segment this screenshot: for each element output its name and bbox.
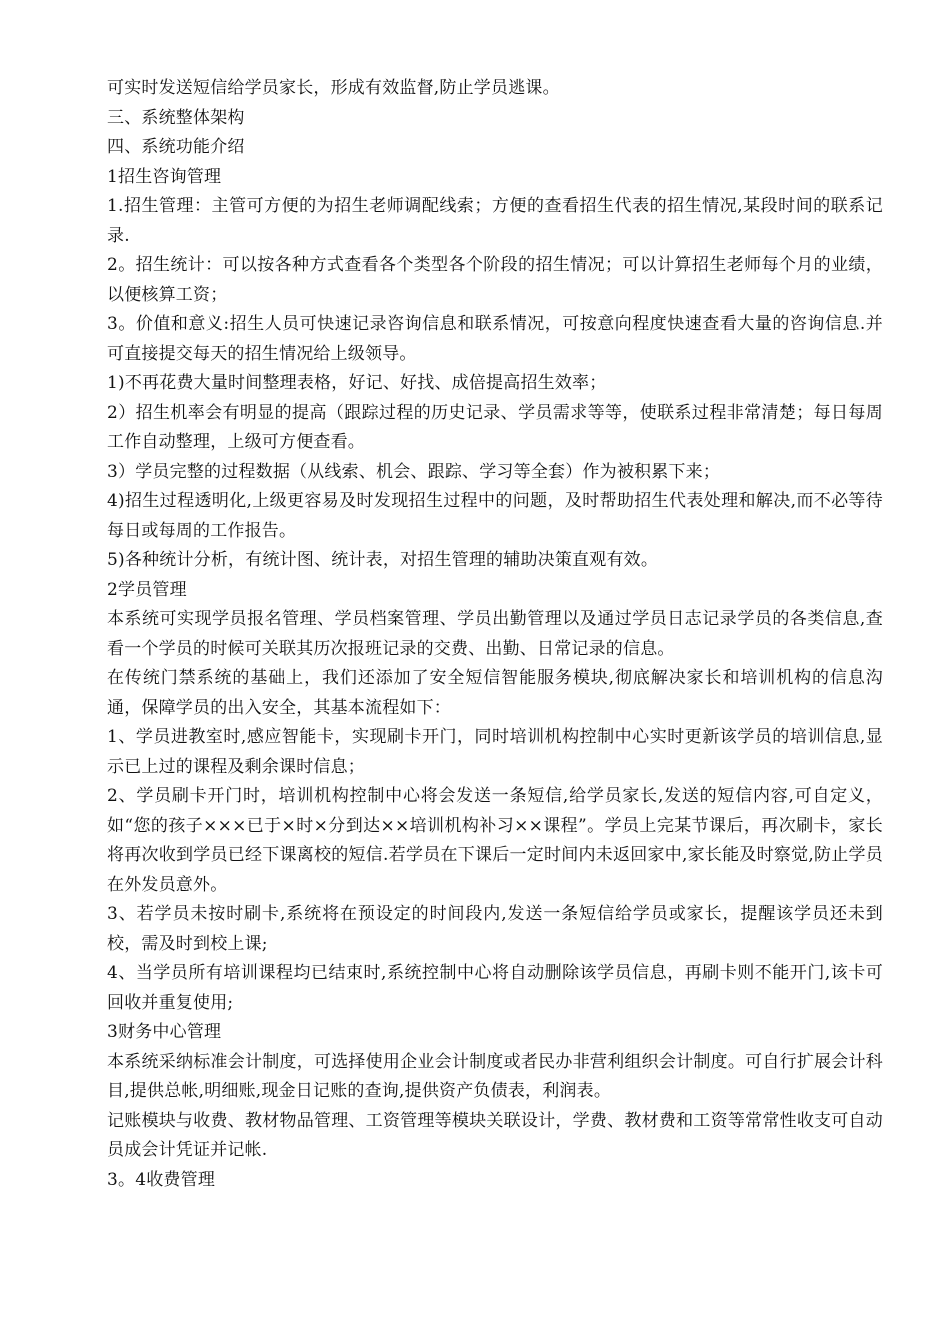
heading-enrollment-consulting: 1招生咨询管理 [107, 166, 222, 187]
list-item-flow-1: 1、学员进教室时,感应智能卡，实现刷卡开门，同时培训机构控制中心实时更新该学员的培训信息,显示已上过的课程及剩余课时信息； [107, 727, 883, 777]
paragraph-student-management: 本系统可实现学员报名管理、学员档案管理、学员出勤管理以及通过学员日志记录学员的各类信息,查看一个学员的时候可关联其历次报班记录的交费、出勤、日常记录的信息。 [107, 609, 883, 659]
list-item-benefit-2: 2）招生机率会有明显的提高（跟踪过程的历史记录、学员需求等等，使联系过程非常清楚；每日每周工作自动整理，上级可方便查看。 [107, 402, 883, 452]
paragraph-access-control: 在传统门禁系统的基础上，我们还添加了安全短信智能服务模块,彻底解决家长和培训机构的信息沟通，保障学员的出入安全，其基本流程如下： [107, 668, 883, 718]
list-item-benefit-4: 4)招生过程透明化,上级更容易及时发现招生过程中的问题，及时帮助招生代表处理和解决,而不必等待每日或每周的工作报告。 [107, 491, 883, 541]
list-item-benefit-1: 1)不再花费大量时间整理表格，好记、好找、成倍提高招生效率； [107, 373, 607, 393]
heading-system-architecture: 三、系统整体架构 [107, 107, 245, 128]
paragraph-accounting-system: 本系统采纳标准会计制度，可选择使用企业会计制度或者民办非营利组织会计制度。可自行扩展会计科目,提供总帐,明细账,现金日记账的查询,提供资产负债表，利润表。 [107, 1051, 883, 1101]
paragraph-bookkeeping: 记账模块与收费、教材物品管理、工资管理等模块关联设计，学费、教材费和工资等常常性收支可自动员成会计凭证并记帐. [107, 1110, 883, 1160]
list-item-benefit-5: 5)各种统计分析，有统计图、统计表，对招生管理的辅助决策直观有效。 [107, 550, 659, 570]
list-item-flow-2: 2、学员刷卡开门时，培训机构控制中心将会发送一条短信,给学员家长,发送的短信内容,可自定义，如“您的孩子×××已于×时×分到达××培训机构补习××课程”。学员上完某节课后，再次刷卡，家长将再次收到学员已经下课离校的短信.若学员在下课后一定时间内未返回家中,家长能及时察觉,防止学员在外发员意外。 [107, 786, 883, 895]
paragraph-value-meaning: 3。价值和意义:招生人员可快速记录咨询信息和联系情况，可按意向程度快速查看大量的咨询信息.并可直接提交每天的招生情况给上级领导。 [107, 314, 883, 364]
paragraph-sms-supervision: 可实时发送短信给学员家长，形成有效监督,防止学员逃课。 [107, 78, 560, 98]
list-item-benefit-3: 3）学员完整的过程数据（从线索、机会、跟踪、学习等全套）作为被积累下来； [107, 461, 721, 482]
list-item-flow-3: 3、若学员未按时刷卡,系统将在预设定的时间段内,发送一条短信给学员或家长，提醒该学员还未到校，需及时到校上课; [107, 904, 883, 954]
heading-finance-center: 3财务中心管理 [107, 1022, 222, 1042]
paragraph-enrollment-statistics: 2。招生统计：可以按各种方式查看各个类型各个阶段的招生情况；可以计算招生老师每个月的业绩，以便核算工资； [107, 255, 883, 305]
paragraph-enrollment-management: 1.招生管理：主管可方便的为招生老师调配线索；方便的查看招生代表的招生情况,某段时间的联系记录. [107, 196, 883, 246]
heading-fee-management: 3。4收费管理 [107, 1169, 216, 1190]
heading-student-management: 2学员管理 [107, 579, 187, 600]
heading-system-functions: 四、系统功能介绍 [107, 137, 245, 157]
list-item-flow-4: 4、当学员所有培训课程均已结束时,系统控制中心将自动删除该学员信息，再刷卡则不能开门,该卡可回收并重复使用; [107, 963, 883, 1013]
document-page [107, 74, 883, 1195]
